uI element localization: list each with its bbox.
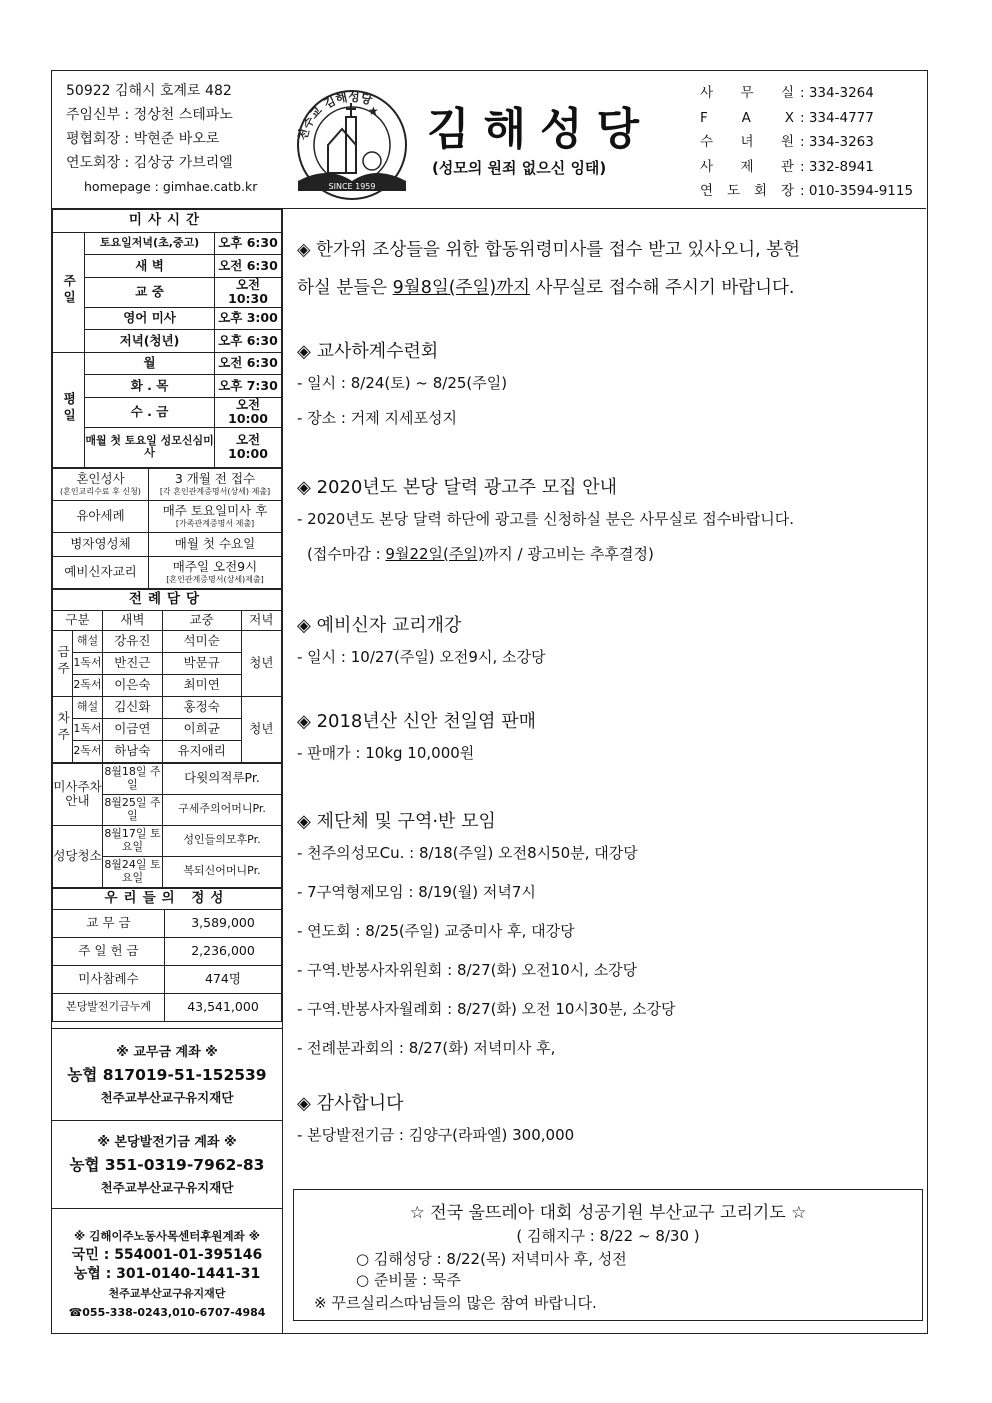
notice-line: - 연도회 : 8/25(주일) 교중미사 후, 대강당 [297,922,575,940]
contact-label: F A X [700,109,794,126]
sacrament-name: 병자영성체 [53,532,149,556]
liturgy-cell: 최미연 [162,674,241,696]
prayer-line: ※ 꾸르실리스따님들의 많은 참여 바랍니다. [314,1294,597,1312]
sacrament-name: 유아세례 [53,500,149,532]
mass-name: 수 . 금 [85,397,215,427]
role-label: 2독서 [73,674,103,696]
migrant-center-account [52,1208,282,1332]
notice-heading: ◈ 예비신자 교리개강 [297,615,462,636]
svg-text:SINCE 1959: SINCE 1959 [328,182,376,191]
mass-name: 토요일저녁(초,중고) [85,232,215,255]
mass-time: 오후 6:30 [215,232,282,255]
pastor: 주임신부 : 정상천 스테파노 [66,107,233,123]
role-label: 해설 [73,696,103,718]
mass-time: 오후 3:00 [215,307,282,330]
next-week-label: 차주 [53,696,73,762]
notice-heading: ◈ 2020년도 본당 달력 광고주 모집 안내 [297,477,618,498]
liturgy-cell: 반진근 [103,652,163,674]
sacraments-table [52,468,282,589]
contact-value: : 332-8941 [800,158,874,175]
parish-title: 김해성당 [427,104,654,155]
parish-info [66,79,257,199]
address: 50922 김해시 호계로 482 [66,83,232,99]
notice-thanks [297,1089,574,1159]
mass-time: 오전 10:30 [215,277,282,307]
this-week-label: 금주 [53,630,73,696]
notice-line: - 천주의성모Cu. : 8/18(주일) 오전8시50분, 대강당 [297,844,638,862]
account-number: 농협 817019-51-152539 [67,1065,267,1084]
mass-name: 매월 첫 토요일 성모신심미사 [85,427,215,467]
notice-line: - 장소 : 거제 지세포성지 [297,409,457,427]
header [52,71,926,209]
bulletin-frame [51,70,928,1334]
account-owner: 천주교부산교구유지재단 [108,1286,226,1300]
contact-list [700,81,913,204]
prayer-subtitle: ( 김해지구 : 8/22 ~ 8/30 ) [516,1227,700,1245]
offering-title: 우리들의 정성 [53,888,282,909]
liturgy-cell: 김신화 [103,696,163,718]
notice-heading: ◈ 교사하계수련회 [297,341,439,362]
contact-value: : 334-4777 [800,109,874,126]
notice-heading: ◈ 감사합니다 [297,1093,404,1114]
sunday-label: 주일 [53,232,85,352]
tithe-account [52,1028,282,1120]
account-line: 농협 : 301-0140-1441-31 [73,1265,261,1282]
notice-memorial-mass [297,231,800,307]
weekday-label: 평일 [53,352,85,467]
mass-name: 새 벽 [85,255,215,278]
sacrament-name: 혼인성사 (혼인교리수료 후 신청) [53,468,149,500]
liturgy-col-header: 교중 [162,610,241,630]
sacrament-value: 매월 첫 수요일 [149,532,282,556]
parish-subtitle: (성모의 원죄 없으신 잉태) [432,159,607,177]
offering-name: 미사참례수 [53,965,165,993]
mass-time: 오전 10:00 [215,427,282,467]
duty-date: 8월25일 주일 [103,794,163,825]
offering-name: 주 일 헌 금 [53,937,165,965]
account-phone: ☎055-338-0243,010-6707-4984 [68,1305,266,1319]
contact-convent [700,130,913,155]
offering-value: 2,236,000 [165,937,282,965]
notice-calendar-ads [297,473,794,578]
sacrament-value: 3 개월 전 접수 [각 혼인관계증명서(상세) 제출] [149,468,282,500]
development-fund-account [52,1120,282,1202]
parking-label: 미사주차안내 [53,763,103,825]
duty-group: 복되신어머니Pr. [163,856,282,887]
notice-line: - 7구역형제모임 : 8/19(월) 저녁7시 [297,883,536,901]
role-label: 1독서 [73,652,103,674]
notice-salt-sale [297,707,536,777]
liturgy-cell: 강유진 [103,630,163,652]
offering-value: 43,541,000 [165,993,282,1021]
duty-date: 8월18일 주일 [103,763,163,794]
mass-time: 오후 7:30 [215,375,282,398]
notice-text: 하실 분들은 9월8일(주일)까지 사무실로 접수해 주시기 바랍니다. [297,278,795,298]
notice-line: - 일시 : 10/27(주일) 오전9시, 소강당 [297,648,546,666]
liturgy-col-header: 저녁 [241,610,281,630]
contact-fax [700,106,913,131]
liturgy-cell: 이은숙 [103,674,163,696]
mass-schedule-title: 미사시간 [53,210,282,233]
contact-value: : 334-3263 [800,134,874,150]
account-title: ※ 본당발전기금 계좌 ※ [97,1134,237,1150]
mass-time: 오후 6:30 [215,330,282,353]
notice-line: - 구역.반봉사자위원회 : 8/27(화) 오전10시, 소강당 [297,961,638,979]
sacrament-value: 매주일 오전9시 [혼인관계증명서(상세)제출] [149,556,282,588]
liturgy-cell: 하남숙 [103,740,163,762]
duty-group: 성인들의모후Pr. [163,825,282,856]
mass-name: 월 [85,352,215,375]
notice-line: - 일시 : 8/24(토) ~ 8/25(주일) [297,374,508,392]
role-label: 1독서 [73,718,103,740]
notice-line: - 전례분과회의 : 8/27(화) 저녁미사 후, [297,1039,556,1057]
account-title: ※ 김해이주노동사목센터후원계좌 ※ [74,1228,260,1243]
offering-value: 3,589,000 [165,909,282,937]
liturgy-cell: 청년 [241,696,281,762]
notice-text: ◈ 한가위 조상들을 위한 합동위령미사를 접수 받고 있사오니, 봉헌 [297,240,801,260]
sacrament-value: 매주 토요일미사 후 [가족관계증명서 제출] [149,500,282,532]
prayer-line: ○ 김해성당 : 8/22(목) 저녁미사 후, 성전 [356,1250,627,1268]
offering-name: 교 무 금 [53,909,165,937]
account-owner: 천주교부산교구유지재단 [100,1089,234,1105]
prayer-chain-box [293,1189,923,1321]
cleaning-label: 성당청소 [53,825,103,887]
liturgy-table [52,589,282,763]
notice-heading: ◈ 2018년산 신안 천일염 판매 [297,711,537,732]
notice-teacher-retreat [297,337,507,442]
homepage: homepage : gimhae.catb.kr [84,179,258,194]
left-sidebar [52,209,283,1333]
contact-label: 사 무 실 [700,85,794,101]
mass-time: 오전 10:00 [215,397,282,427]
notice-line: - 2020년도 본당 달력 하단에 광고를 신청하실 분은 사무실로 접수바랍니다. [297,510,794,528]
notice-catechism [297,611,545,681]
liturgy-col-header: 새벽 [103,610,163,630]
mass-name: 교 중 [85,277,215,307]
account-number: 농협 351-0319-7962-83 [69,1155,265,1174]
sacrament-name: 예비신자교리 [53,556,149,588]
prayer-line: ○ 준비물 : 묵주 [356,1271,461,1289]
liturgy-cell: 유지애리 [162,740,241,762]
mass-name: 화 . 목 [85,375,215,398]
liturgy-cell: 이금연 [103,718,163,740]
offering-value: 474명 [165,965,282,993]
liturgy-col-header: 구분 [53,610,103,630]
svg-text:★: ★ [368,104,379,118]
mass-time: 오전 6:30 [215,255,282,278]
duty-table [52,763,282,888]
parish-logo [288,85,416,203]
account-owner: 천주교부산교구유지재단 [100,1179,234,1195]
duty-group: 구세주의어머니Pr. [163,794,282,825]
contact-value: : 010-3594-9115 [800,183,914,199]
contact-elders [700,179,913,204]
mass-schedule-table [52,209,282,468]
svg-text:천주교 김해성당: 천주교 김해성당 [295,89,374,142]
notice-line: - 구역.반봉사자월례회 : 8/27(화) 오전 10시30분, 소강당 [297,1000,676,1018]
liturgy-cell: 이희균 [162,718,241,740]
prayer-title: ☆ 전국 울뜨레아 대회 성공기원 부산교구 고리기도 ☆ [409,1203,807,1223]
account-line: 국민 : 554001-01-395146 [71,1246,263,1263]
contact-office [700,81,913,106]
role-label: 해설 [73,630,103,652]
mass-name: 영어 미사 [85,307,215,330]
notice-line: - 판매가 : 10kg 10,000원 [297,744,475,762]
liturgy-cell: 박문규 [162,652,241,674]
notice-line: (접수마감 : 9월22일(주일)까지 / 광고비는 추후결정) [307,545,654,563]
notice-group-meetings [297,807,676,1072]
liturgy-title: 전례담당 [53,589,282,610]
offering-table [52,888,282,1022]
contact-value: : 334-3264 [800,85,874,101]
duty-date: 8월24일 토요일 [103,856,163,887]
account-title: ※ 교무금 계좌 ※ [116,1044,218,1060]
liturgy-cell: 홍정숙 [162,696,241,718]
contact-rectory [700,155,913,180]
duty-group: 다윗의적루Pr. [163,763,282,794]
liturgy-cell: 청년 [241,630,281,696]
offering-name: 본당발전기금누계 [53,993,165,1021]
contact-label: 사 제 관 [700,158,794,175]
notice-heading: ◈ 제단체 및 구역·반 모임 [297,811,496,832]
mass-name: 저녁(청년) [85,330,215,353]
contact-label: 연 도 회 장 [700,183,794,199]
mass-time: 오전 6:30 [215,352,282,375]
role-label: 2독서 [73,740,103,762]
notice-line: - 본당발전기금 : 김양구(라파엘) 300,000 [297,1126,575,1144]
council-president: 평협회장 : 박현준 바오로 [66,131,220,147]
liturgy-cell: 석미순 [162,630,241,652]
notices-area [283,209,926,1333]
elders-president: 연도회장 : 김상궁 가브리엘 [66,155,233,171]
contact-label: 수 녀 원 [700,134,794,150]
duty-date: 8월17일 토요일 [103,825,163,856]
